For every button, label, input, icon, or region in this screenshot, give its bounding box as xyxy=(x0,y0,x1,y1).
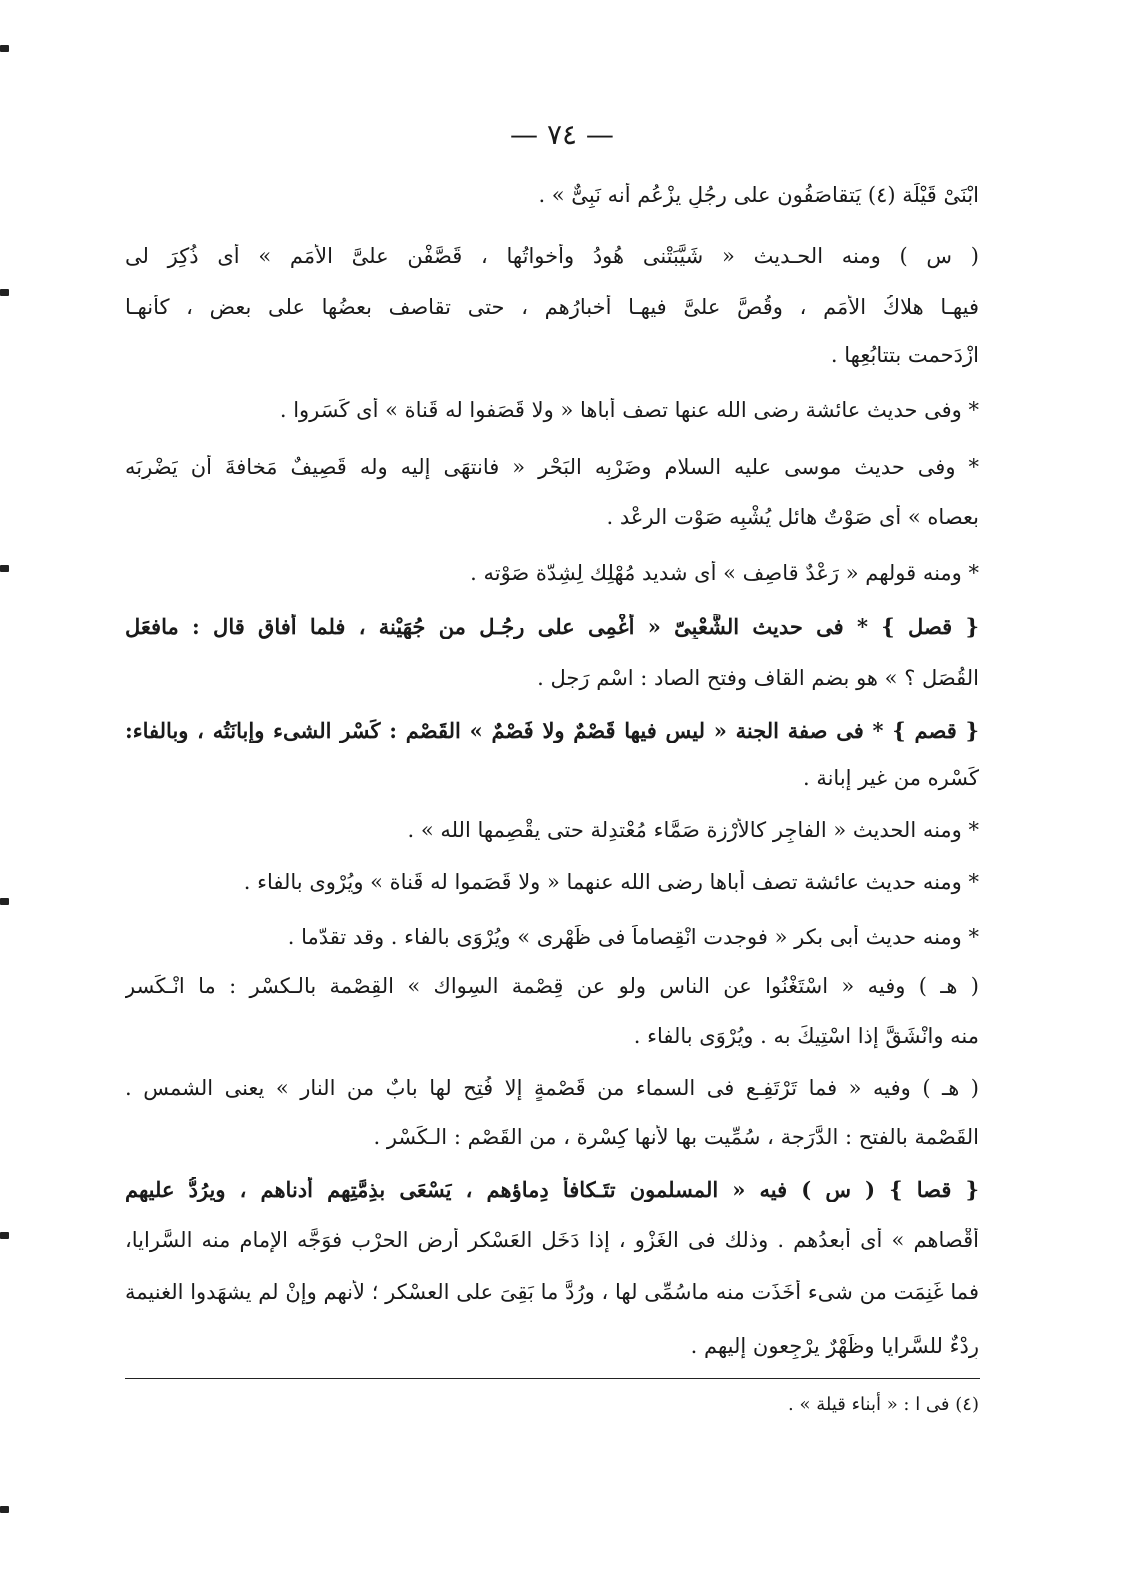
text-line: * وفى حديث عائشة رضى الله عنها تصف أباها « ولا قَصَفوا له قَناة » أى كَسَروا . xyxy=(279,398,979,422)
text-line: منه وانْشَقَّ إذا اسْتِيكَ به . ويُرْوَى بالفاء . xyxy=(633,1024,979,1048)
text-line: القُصَل ؟ » هو بضم القاف وفتح الصاد : اسْم رَجل . xyxy=(537,666,979,690)
text-line: { قصم } * فى صفة الجنة « ليس فيها قَصْمٌ ولا فَصْمٌ » القَصْم : كَسْر الشىء وإبانَتُه ، وبالفاء: xyxy=(125,718,979,743)
text-line: * وفى حديث موسى عليه السلام وضَرْبِه البَحْر « فانتهَى إليه وله قَصِيفٌ مَخافةَ أن يَضْرِبَه xyxy=(125,455,979,479)
margin-mark xyxy=(0,289,9,296)
text-line: رِدْءٌ للسَّرايا وظَهْرٌ يرْجِعون إليهم . xyxy=(690,1334,979,1358)
text-line: { قصل } * فى حديث الشَّعْبِىّ « أُغْمِى على رجُـل من جُهَيْنة ، فلما أفاق قال : مافعَل xyxy=(125,614,979,639)
margin-mark xyxy=(0,565,9,572)
text-line: ( س ) ومنه الحـديث « شَيَّبَتْنى هُودُ وأخواتُها ، قَصَّفْن علىَّ الأمَم » أى ذُكِرَ لى xyxy=(125,244,979,268)
text-line: * ومنه الحديث « الفاجِر كالأرْزة صَمَّاء مُعْتدِلة حتى يقْصِمها الله » . xyxy=(407,818,979,842)
text-line: { قصا } ( س ) فيه « المسلمون تتَـكافأُ دِماؤهم ، يَسْعَى بذِمَّتِهم أدناهم ، ويرُدُّ عليهم xyxy=(125,1177,979,1202)
text-line: القَصْمة بالفتح : الدَّرَجة ، سُمِّيت بها لأنها كِسْرة ، من القَصْم : الـكَسْر . xyxy=(373,1125,979,1149)
text-line: ( هـ ) وفيه « فما تَرْتَفِـع فى السماء من قَصْمةٍ إلا فُتِح لها بابٌ من النار » يعنى الشمس . xyxy=(125,1076,979,1100)
text-line: فيهـا هلاكُ الأمَم ، وقُصَّ علىَّ فيهـا أخبارُهم ، حتى تقاصف بعضُها على بعض ، كأنهـا xyxy=(125,295,979,319)
text-line: * ومنه حديث أبى بكر « فوجدت انْقِصاماً فى ظَهْرى » ويُرْوَى بالفاء . وقد تقدّما . xyxy=(287,925,979,949)
margin-mark xyxy=(0,1232,9,1239)
text-line: ازْدَحمت بتتابُعِها . xyxy=(830,343,979,367)
text-line: فما غَنِمَت من شىء أخَذَت منه ماسُمِّى لها ، ورُدَّ ما بَقِىَ على العسْكر ؛ لأنهم وإنْ لم يشهَدوا الغنيمة xyxy=(125,1280,979,1304)
margin-mark xyxy=(0,898,9,905)
text-line: ابْنَىْ قَيْلَة (٤) يَتقاصَفُون على رجُلٍ يزْعُم أنه نَبِىٌّ » . xyxy=(538,183,979,207)
text-line: * ومنه حديث عائشة تصف أباها رضى الله عنهما « ولا قَصَموا له قَناة » ويُرْوى بالفاء . xyxy=(243,870,979,894)
footnote: (٤) فى ا : « أبناء قيلة » . xyxy=(788,1394,979,1415)
footnote-rule xyxy=(125,1378,980,1379)
text-line: بعصاه » أى صَوْتٌ هائل يُشْبِه صَوْت الرعْد . xyxy=(606,505,979,529)
margin-mark xyxy=(0,1506,9,1513)
text-line: * ومنه قولهم « رَعْدٌ قاصِف » أى شديد مُهْلِك لِشِدّة صَوْته . xyxy=(470,561,979,585)
page-number: — ٧٤ — xyxy=(510,118,614,151)
margin-mark xyxy=(0,45,9,52)
text-line: أقْصاهم » أى أبعدُهم . وذلك فى الغَزْو ، إذا دَخَل العَسْكر أرض الحرْب فوَجَّه الإمام منه السَّرايا، xyxy=(125,1228,979,1252)
text-line: كَسْره من غير إبانة . xyxy=(802,766,979,790)
text-line: ( هـ ) وفيه « اسْتَغْنُوا عن الناس ولو عن قِصْمة السِواك » القِصْمة بالـكسْر : ما انْـكَسر xyxy=(125,974,979,998)
